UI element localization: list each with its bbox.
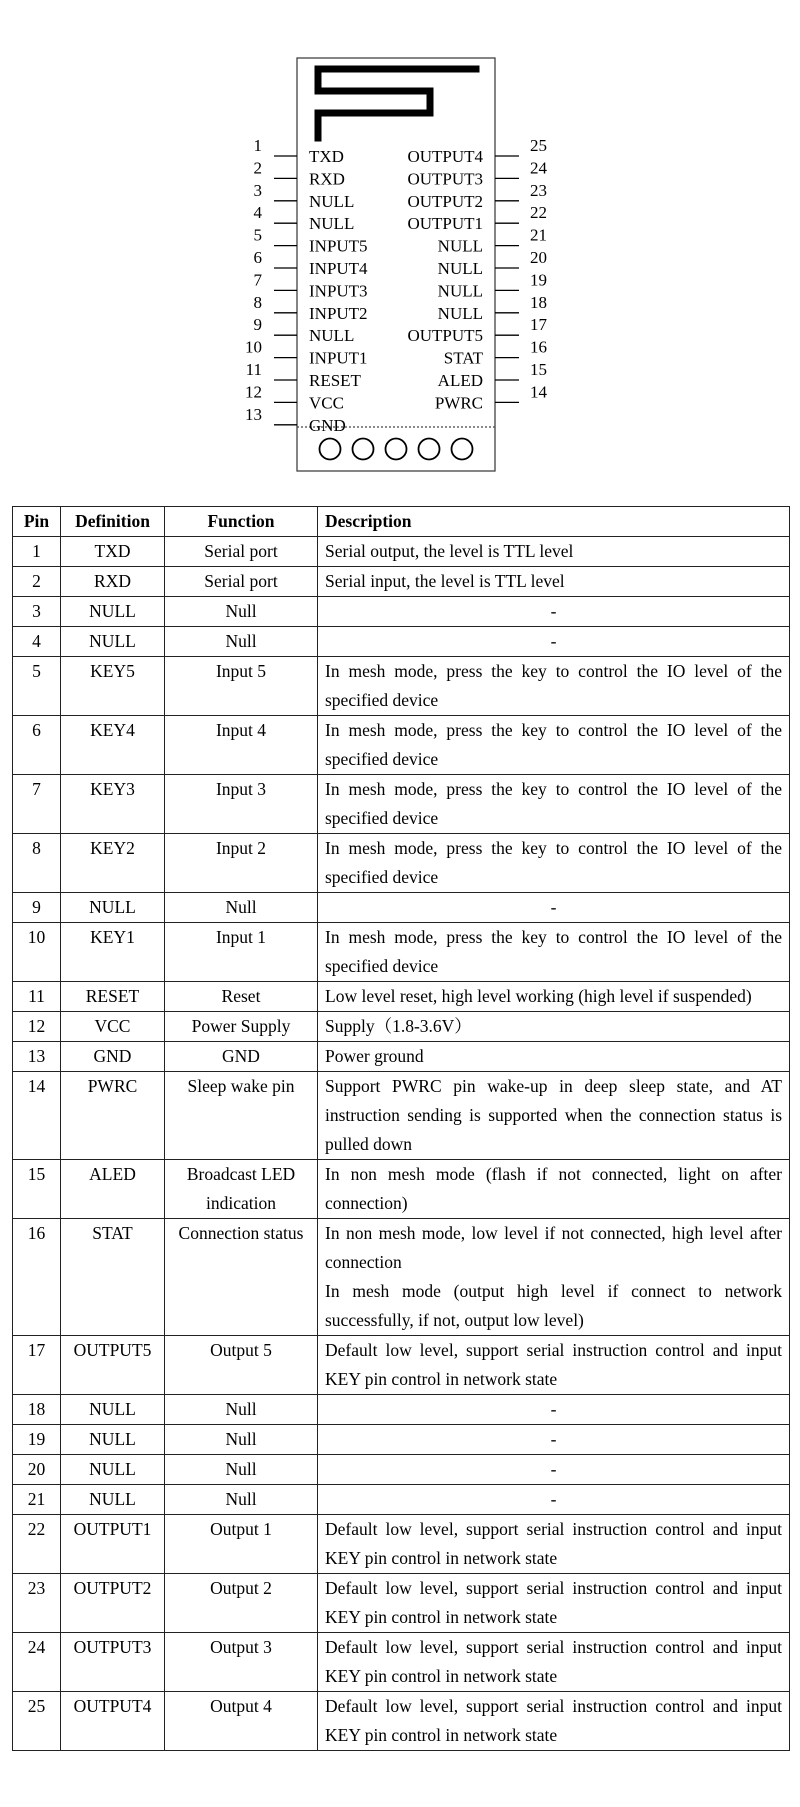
description-cell	[318, 775, 790, 834]
pin-label: TXD	[309, 147, 344, 166]
pin-number: 3	[253, 180, 262, 200]
description-text: Power ground	[325, 1046, 424, 1066]
definition-cell: NULL	[61, 1485, 165, 1515]
description-cell	[318, 1425, 790, 1455]
table-row	[13, 567, 790, 597]
pin-label: RXD	[309, 169, 345, 189]
description-text: -	[550, 1429, 557, 1449]
description-text: In mesh mode, press the key to control the IO level of the specified device	[325, 779, 782, 828]
table-row	[13, 982, 790, 1012]
pin-cell: 9	[13, 893, 61, 923]
description-cell	[318, 716, 790, 775]
function-cell: Serial port	[165, 567, 318, 597]
pin-number: 25	[530, 136, 547, 155]
description-text: -	[550, 631, 557, 651]
pin-cell: 1	[13, 537, 61, 567]
description-text: -	[550, 1489, 557, 1509]
pin-number: 19	[530, 270, 547, 290]
definition-cell: ALED	[61, 1160, 165, 1219]
pin-number: 23	[530, 180, 547, 200]
definition-cell: KEY5	[61, 657, 165, 716]
solder-pad	[353, 439, 374, 460]
function-cell: Output 2	[165, 1574, 318, 1633]
pin-number: 22	[530, 203, 547, 223]
pin-cell: 24	[13, 1633, 61, 1692]
table-row	[13, 1485, 790, 1515]
pin-number: 15	[530, 360, 547, 379]
table-row	[13, 1072, 790, 1160]
pin-label: GND	[309, 415, 346, 435]
definition-cell: OUTPUT5	[61, 1336, 165, 1395]
solder-pad	[320, 439, 341, 460]
definition-cell: TXD	[61, 537, 165, 567]
description-text: In non mesh mode (flash if not connected, light on after connection)	[325, 1164, 782, 1213]
table-header-row	[13, 507, 790, 537]
pin-cell: 2	[13, 567, 61, 597]
pin-cell: 4	[13, 627, 61, 657]
pin-label: OUTPUT5	[407, 326, 483, 346]
pin-cell: 22	[13, 1515, 61, 1574]
definition-cell: NULL	[61, 1425, 165, 1455]
header-description: Description	[318, 507, 790, 537]
pin-number: 24	[530, 158, 547, 178]
table-row	[13, 657, 790, 716]
description-text: In mesh mode (output high level if connect to network successfully, if not, output low level)	[325, 1281, 782, 1330]
table-row	[13, 537, 790, 567]
function-cell: Null	[165, 1425, 318, 1455]
header-definition: Definition	[61, 507, 165, 537]
pin-cell: 25	[13, 1692, 61, 1751]
pin-label: OUTPUT1	[407, 214, 483, 234]
pin-label: INPUT1	[309, 348, 368, 368]
definition-cell: OUTPUT2	[61, 1574, 165, 1633]
table-row	[13, 1692, 790, 1751]
pin-label: NULL	[309, 214, 355, 234]
header-pin: Pin	[13, 507, 61, 537]
description-cell	[318, 657, 790, 716]
description-cell	[318, 834, 790, 893]
pin-number: 10	[245, 337, 262, 357]
function-cell: Null	[165, 1485, 318, 1515]
pin-number: 17	[530, 315, 547, 335]
description-cell	[318, 1395, 790, 1425]
function-cell: Null	[165, 1455, 318, 1485]
pin-label: INPUT3	[309, 281, 368, 301]
definition-cell: RESET	[61, 982, 165, 1012]
function-cell: Null	[165, 893, 318, 923]
description-cell	[318, 923, 790, 982]
pin-label: INPUT2	[309, 303, 368, 323]
pin-cell: 19	[13, 1425, 61, 1455]
description-text: In mesh mode, press the key to control the IO level of the specified device	[325, 720, 782, 769]
pin-number: 5	[253, 225, 262, 245]
function-cell: Serial port	[165, 537, 318, 567]
function-cell: Null	[165, 597, 318, 627]
description-cell	[318, 1160, 790, 1219]
table-row	[13, 627, 790, 657]
description-cell	[318, 893, 790, 923]
solder-pad	[419, 439, 440, 460]
pin-number: 11	[245, 360, 262, 379]
definition-cell: NULL	[61, 1395, 165, 1425]
function-cell: Input 1	[165, 923, 318, 982]
description-cell	[318, 1515, 790, 1574]
description-cell	[318, 1455, 790, 1485]
function-cell: Null	[165, 627, 318, 657]
description-cell	[318, 1633, 790, 1692]
table-row	[13, 1633, 790, 1692]
pin-cell: 3	[13, 597, 61, 627]
pin-cell: 8	[13, 834, 61, 893]
pin-cell: 10	[13, 923, 61, 982]
description-text: Supply（1.8-3.6V）	[325, 1016, 472, 1036]
function-cell: Broadcast LED indication	[165, 1160, 318, 1219]
pin-number: 9	[253, 315, 262, 335]
definition-cell: GND	[61, 1042, 165, 1072]
description-cell	[318, 1012, 790, 1042]
description-cell	[318, 1072, 790, 1160]
table-row	[13, 1219, 790, 1336]
definition-cell: KEY1	[61, 923, 165, 982]
solder-pad	[386, 439, 407, 460]
description-text: -	[550, 897, 557, 917]
pin-label: PWRC	[434, 393, 483, 413]
description-text: In mesh mode, press the key to control the IO level of the specified device	[325, 838, 782, 887]
pin-cell: 18	[13, 1395, 61, 1425]
table-row	[13, 1336, 790, 1395]
function-cell: Reset	[165, 982, 318, 1012]
description-text: Low level reset, high level working (high level if suspended)	[325, 986, 752, 1006]
pin-label: INPUT5	[309, 236, 368, 256]
pin-cell: 17	[13, 1336, 61, 1395]
pin-number: 6	[253, 248, 262, 267]
table-row	[13, 1455, 790, 1485]
description-cell	[318, 1042, 790, 1072]
pin-label: NULL	[437, 259, 483, 278]
function-cell: Input 4	[165, 716, 318, 775]
description-text: Default low level, support serial instruction control and input KEY pin control in network state	[325, 1519, 782, 1568]
pin-label: NULL	[309, 191, 355, 211]
description-cell	[318, 1485, 790, 1515]
table-row	[13, 1515, 790, 1574]
definition-cell: PWRC	[61, 1072, 165, 1160]
pin-cell: 16	[13, 1219, 61, 1336]
pin-number: 16	[530, 337, 547, 357]
description-text: Default low level, support serial instruction control and input KEY pin control in network state	[325, 1696, 782, 1745]
pin-cell: 5	[13, 657, 61, 716]
function-cell: Output 1	[165, 1515, 318, 1574]
pin-label: NULL	[437, 303, 483, 323]
description-text: Default low level, support serial instruction control and input KEY pin control in network state	[325, 1578, 782, 1627]
pin-number: 12	[245, 382, 262, 402]
table-row	[13, 1012, 790, 1042]
table-row	[13, 834, 790, 893]
description-cell	[318, 1219, 790, 1336]
description-text: In mesh mode, press the key to control the IO level of the specified device	[325, 927, 782, 976]
pin-number: 14	[530, 382, 547, 402]
pin-label: RESET	[309, 371, 361, 390]
description-cell	[318, 982, 790, 1012]
pin-number: 20	[530, 248, 547, 267]
description-cell	[318, 597, 790, 627]
pin-label: STAT	[443, 348, 483, 368]
function-cell: Input 3	[165, 775, 318, 834]
pin-cell: 14	[13, 1072, 61, 1160]
description-text: Serial output, the level is TTL level	[325, 541, 574, 561]
pin-number: 2	[253, 158, 262, 178]
function-cell: Connection status	[165, 1219, 318, 1336]
pin-cell: 6	[13, 716, 61, 775]
pin-label: NULL	[437, 236, 483, 256]
table-body	[13, 537, 790, 1751]
description-cell	[318, 627, 790, 657]
function-cell: Output 4	[165, 1692, 318, 1751]
description-cell	[318, 1336, 790, 1395]
table-row	[13, 716, 790, 775]
table-row	[13, 1574, 790, 1633]
solder-pad	[452, 439, 473, 460]
table-row	[13, 893, 790, 923]
description-text: In non mesh mode, low level if not connected, high level after connection	[325, 1223, 782, 1272]
function-cell: Output 5	[165, 1336, 318, 1395]
description-cell	[318, 537, 790, 567]
pin-cell: 20	[13, 1455, 61, 1485]
description-cell	[318, 567, 790, 597]
pin-number: 21	[530, 225, 547, 245]
header-function: Function	[165, 507, 318, 537]
pin-number: 8	[253, 292, 262, 312]
description-text: -	[550, 1459, 557, 1479]
definition-cell: OUTPUT1	[61, 1515, 165, 1574]
description-cell	[318, 1692, 790, 1751]
table-row	[13, 1160, 790, 1219]
function-cell: GND	[165, 1042, 318, 1072]
pin-label: NULL	[309, 326, 355, 346]
pin-number: 13	[245, 404, 262, 424]
definition-cell: OUTPUT3	[61, 1633, 165, 1692]
definition-cell: KEY2	[61, 834, 165, 893]
definition-cell: STAT	[61, 1219, 165, 1336]
description-text: Serial input, the level is TTL level	[325, 571, 565, 591]
pin-number: 1	[253, 136, 262, 155]
description-cell	[318, 1574, 790, 1633]
definition-cell: NULL	[61, 1455, 165, 1485]
pin-cell: 21	[13, 1485, 61, 1515]
pin-label: VCC	[309, 393, 344, 413]
table-row	[13, 775, 790, 834]
pin-number: 7	[253, 270, 262, 290]
pin-label: NULL	[437, 281, 483, 301]
definition-cell: NULL	[61, 627, 165, 657]
pin-label: OUTPUT4	[407, 147, 483, 166]
table-row	[13, 1425, 790, 1455]
description-text: -	[550, 601, 557, 621]
pin-label: ALED	[437, 371, 483, 390]
definition-cell: KEY4	[61, 716, 165, 775]
module-pinout-diagram	[0, 0, 800, 480]
definition-cell: NULL	[61, 893, 165, 923]
description-text: Default low level, support serial instruction control and input KEY pin control in network state	[325, 1637, 782, 1686]
description-text: In mesh mode, press the key to control the IO level of the specified device	[325, 661, 782, 710]
table-row	[13, 1395, 790, 1425]
pin-cell: 12	[13, 1012, 61, 1042]
pin-cell: 11	[13, 982, 61, 1012]
table-row	[13, 923, 790, 982]
table-row	[13, 597, 790, 627]
table-row	[13, 1042, 790, 1072]
pin-label: INPUT4	[309, 259, 368, 278]
pin-label: OUTPUT3	[407, 169, 483, 189]
definition-cell: NULL	[61, 597, 165, 627]
pin-definition-table	[12, 506, 790, 1751]
function-cell: Input 5	[165, 657, 318, 716]
function-cell: Output 3	[165, 1633, 318, 1692]
pin-number: 4	[253, 203, 262, 223]
description-text: -	[550, 1399, 557, 1419]
description-text: Support PWRC pin wake-up in deep sleep state, and AT instruction sending is supported when the connection status is pulled down	[325, 1076, 782, 1154]
pin-cell: 7	[13, 775, 61, 834]
pin-cell: 13	[13, 1042, 61, 1072]
pin-label: OUTPUT2	[407, 191, 483, 211]
definition-cell: VCC	[61, 1012, 165, 1042]
description-text: Default low level, support serial instruction control and input KEY pin control in network state	[325, 1340, 782, 1389]
pin-cell: 15	[13, 1160, 61, 1219]
definition-cell: KEY3	[61, 775, 165, 834]
function-cell: Power Supply	[165, 1012, 318, 1042]
function-cell: Null	[165, 1395, 318, 1425]
function-cell: Sleep wake pin	[165, 1072, 318, 1160]
function-cell: Input 2	[165, 834, 318, 893]
definition-cell: RXD	[61, 567, 165, 597]
definition-cell: OUTPUT4	[61, 1692, 165, 1751]
pin-cell: 23	[13, 1574, 61, 1633]
pin-number: 18	[530, 292, 547, 312]
